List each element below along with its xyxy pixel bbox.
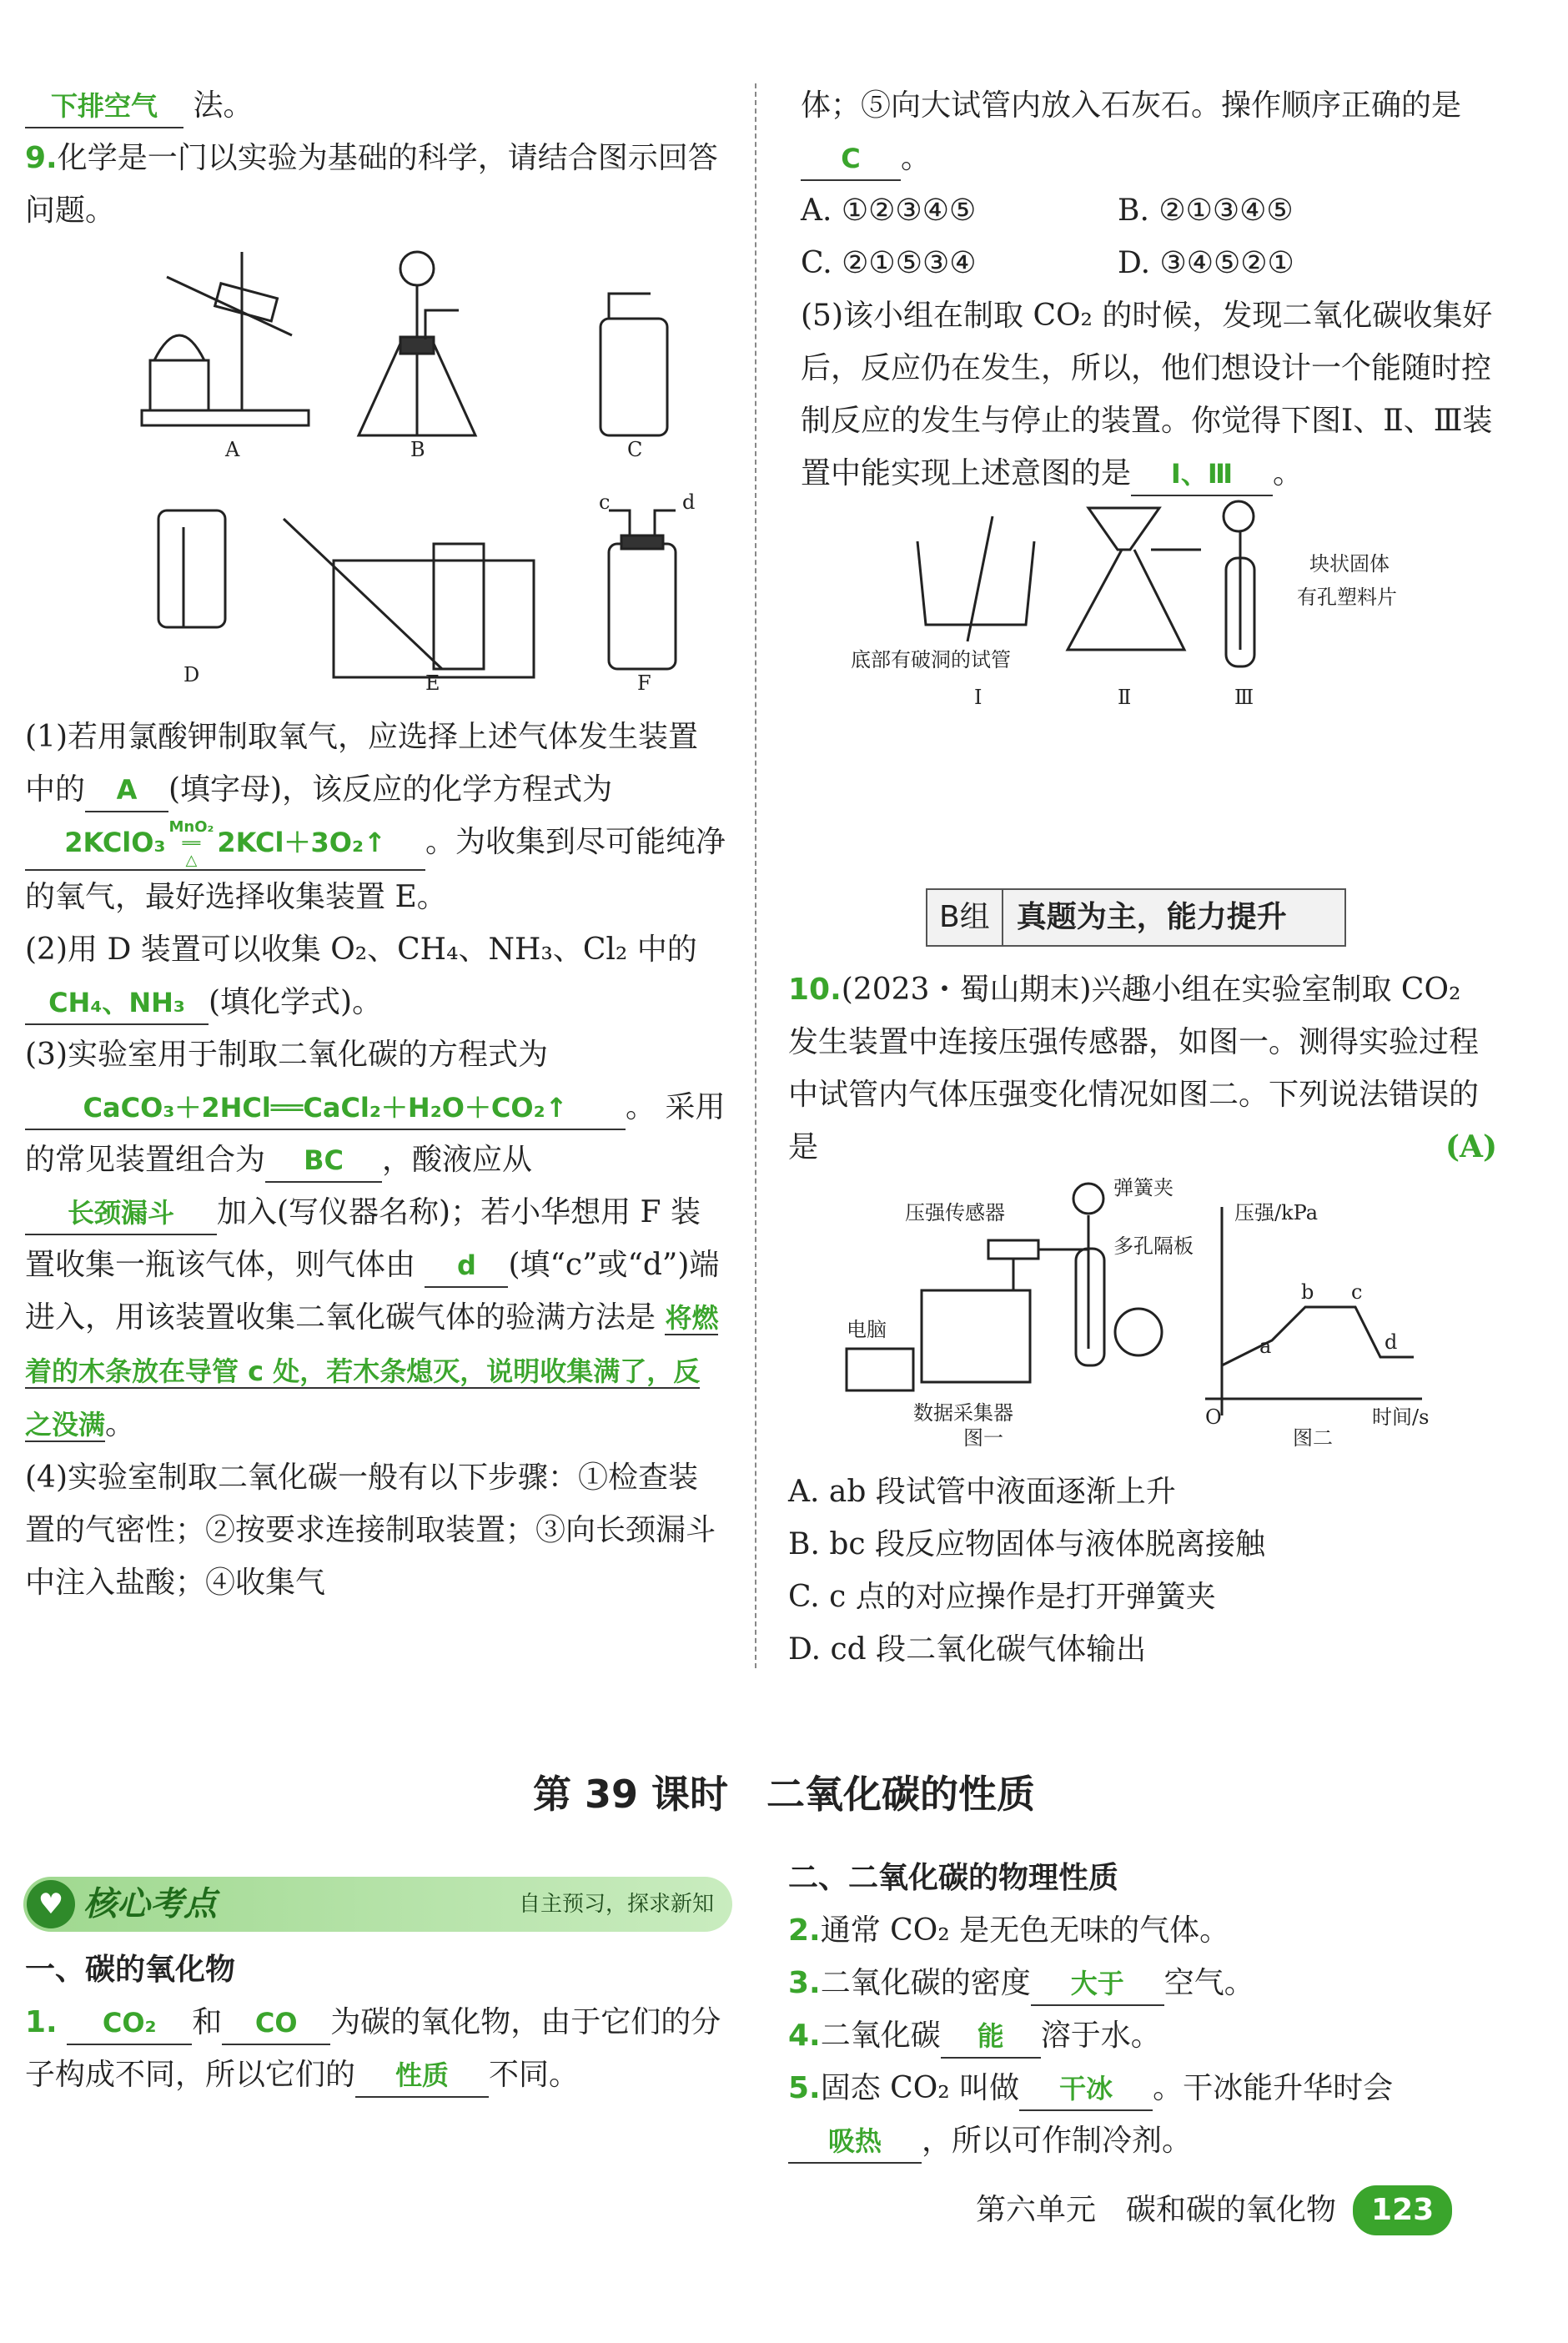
answer-blank: d	[425, 1244, 508, 1288]
bottom-left	[25, 1943, 726, 2101]
question-number: 1.	[25, 2005, 58, 2039]
text: 和	[192, 2005, 223, 2039]
core-title: 核心考点	[83, 1885, 217, 1923]
option-b: B. ②①③④⑤	[1118, 194, 1294, 228]
equation-blank: CaCO₃＋2HCl══CaCl₂＋H₂O＋CO₂↑	[25, 1087, 626, 1130]
label-d: d	[682, 490, 696, 514]
part-3	[25, 1028, 726, 1451]
left-column	[25, 79, 726, 1609]
control-apparatus-figure	[834, 500, 1485, 716]
answer-blank: CO₂	[67, 2002, 192, 2045]
option-a: A. ab 段试管中液面逐渐上升	[788, 1475, 1176, 1509]
group-tag: B组	[927, 890, 1003, 945]
answer-blank: Ⅰ、Ⅲ	[1131, 453, 1273, 496]
text: (填化学式)。	[209, 985, 383, 1019]
label-E: E	[425, 671, 440, 694]
label-B: B	[410, 438, 425, 461]
label-D: D	[183, 663, 200, 686]
text: (3)实验室用于制取二氧化碳的方程式为	[25, 1038, 548, 1072]
label-plastic-plate: 有孔塑料片	[1297, 586, 1397, 609]
label-solid: 块状固体	[1309, 552, 1390, 576]
text: 。	[105, 1407, 136, 1441]
section-heading: 二、二氧化碳的物理性质	[788, 1861, 1119, 1895]
eq-left: 2KClO₃	[64, 827, 166, 858]
line0	[25, 79, 726, 132]
question-number: 2.	[788, 1913, 821, 1948]
question-1	[25, 1996, 726, 2101]
answer-blank: 大于	[1031, 1963, 1164, 2006]
label-F: F	[637, 671, 651, 694]
answer-blank: 下排空气	[25, 85, 183, 128]
text: 采用的常见装置组合为	[25, 1090, 726, 1177]
label-time-axis: 时间/s	[1372, 1405, 1430, 1429]
question-number: 4.	[788, 2019, 821, 2053]
heart-icon: ♥	[27, 1880, 75, 1928]
answer-blank: C	[801, 138, 901, 181]
cond-bottom: △	[185, 852, 198, 869]
text: ，所以可作制冷剂。	[922, 2124, 1193, 2158]
label-fig2: 图二	[1293, 1426, 1333, 1449]
eq-right: 2KCl＋3O₂↑	[217, 827, 386, 858]
part-2	[25, 923, 726, 1028]
text: 。为收集到尽可能纯净的氧气，最好选择收集装置 E。	[25, 825, 726, 914]
page-footer	[976, 2185, 1452, 2235]
text: (填字母)，该反应的化学方程式为	[168, 772, 613, 807]
text: 。	[626, 1090, 656, 1124]
stand-base	[142, 410, 309, 425]
section-heading: 一、碳的氧化物	[25, 1953, 236, 1987]
text: 固态 CO₂ 叫做	[820, 2071, 1020, 2105]
core-points-banner	[23, 1877, 732, 1932]
unit-title: 第六单元 碳和碳的氧化物	[976, 2193, 1337, 2227]
core-subtitle: 自主预习，探求新知	[518, 1892, 714, 1917]
part-1	[25, 711, 726, 923]
option-b: B. bc 段反应物固体与液体脱离接触	[788, 1527, 1265, 1561]
question-stem: (2023・蜀山期末)兴趣小组在实验室制取 CO₂ 发生装置中连接压强传感器，如图一。测得实验过程中试管内气体压强变化情况如图二。下列说法错误的是	[788, 973, 1480, 1164]
question-2	[788, 1904, 1497, 1957]
text: (4)实验室制取二氧化碳一般有以下步骤：①检查装置的气密性；②按要求连接制取装置；③向长颈漏斗中注入盐酸；④收集气	[25, 1461, 716, 1600]
label-II: Ⅱ	[1118, 686, 1132, 709]
text: (5)该小组在制取 CO₂ 的时候，发现二氧化碳收集好后，反应仍在发生，所以，他们想设计一个能随时控制反应的发生与停止的装置。你觉得下图Ⅰ、Ⅱ、Ⅲ装置中能实现上述意图的是	[801, 299, 1493, 490]
text: 空气。	[1163, 1966, 1254, 2000]
column-divider	[755, 83, 756, 1668]
label-collector: 数据采集器	[913, 1401, 1013, 1425]
option-d: D. cd 段二氧化碳气体输出	[788, 1632, 1147, 1667]
label-I: Ⅰ	[974, 686, 983, 709]
text: 溶于水。	[1040, 2019, 1161, 2053]
question-number: 9.	[25, 141, 58, 175]
label-fig1: 图一	[963, 1426, 1003, 1449]
question-3	[788, 1957, 1497, 2009]
label-A: A	[225, 438, 240, 461]
answer-blank: 性质	[355, 2054, 489, 2098]
question-9	[25, 132, 726, 237]
label-III: Ⅲ	[1234, 686, 1254, 709]
question-4	[788, 2009, 1497, 2062]
group-text: 真题为主，能力提升	[1016, 900, 1287, 934]
answer-blank: BC	[265, 1139, 382, 1183]
text: (1)若用氯酸钾制取氧气，应选择上述气体发生装置中的	[25, 720, 698, 807]
question-number: 10.	[788, 973, 842, 1007]
apparatus-figure	[108, 244, 742, 694]
options	[801, 184, 1501, 237]
text: 为碳的氧化物，由于它们的分子构成不同，所以它们的	[25, 2005, 721, 2092]
part-5	[801, 289, 1501, 500]
answer-blank: CO	[222, 2002, 330, 2045]
label-c: c	[599, 490, 611, 514]
label-broken-tube: 底部有破洞的试管	[851, 648, 1011, 671]
eq-condition: MnO₂ ══ △	[168, 818, 214, 869]
text: ，酸液应从	[382, 1143, 533, 1177]
lesson-title: 第 39 课时 二氧化碳的性质	[532, 1772, 1036, 1817]
text: 。	[901, 141, 932, 175]
answer-blank: 吸热	[788, 2120, 922, 2164]
label-c: c	[1351, 1280, 1363, 1304]
part-4	[25, 1451, 726, 1609]
page-number: 123	[1353, 2185, 1452, 2235]
text: 二氧化碳	[820, 2019, 941, 2053]
group-b-banner	[926, 888, 1346, 947]
text: 通常 CO₂ 是无色无味的气体。	[820, 1913, 1230, 1948]
label-plate: 多孔隔板	[1113, 1234, 1194, 1258]
question-5	[788, 2062, 1497, 2167]
label-computer: 电脑	[847, 1318, 887, 1341]
pressure-figure	[838, 1174, 1522, 1449]
question-number: 5.	[788, 2071, 821, 2105]
label-a: a	[1259, 1335, 1272, 1358]
text: 。	[1273, 456, 1304, 490]
label-pressure-axis: 压强/kPa	[1234, 1201, 1319, 1224]
label-sensor: 压强传感器	[905, 1201, 1005, 1224]
question-number: 3.	[788, 1966, 821, 2000]
text: 体；⑤向大试管内放入石灰石。操作顺序正确的是	[801, 88, 1462, 123]
option-a: A. ①②③④⑤	[801, 194, 977, 228]
text: (填“c”或“d”)端进入，用该装置收集二氧化碳气体的验满方法是	[25, 1248, 720, 1335]
part-4-cont	[801, 79, 1501, 184]
text: 不同。	[489, 2058, 580, 2092]
text: 法。	[193, 88, 254, 123]
text: (2)用 D 装置可以收集 O₂、CH₄、NH₃、Cl₂ 中的	[25, 933, 697, 967]
right-column	[801, 79, 1501, 733]
answer-blank: 长颈漏斗	[25, 1192, 217, 1235]
label-clip: 弹簧夹	[1113, 1176, 1173, 1199]
answer-blank: A	[85, 769, 168, 812]
answer-blank: CH₄、NH₃	[25, 982, 209, 1025]
text: 二氧化碳的密度	[820, 1966, 1031, 2000]
option-c: C. c 点的对应操作是打开弹簧夹	[788, 1580, 1216, 1614]
question-stem: 化学是一门以实验为基础的科学，请结合图示回答问题。	[25, 141, 718, 228]
label-d: d	[1385, 1330, 1398, 1354]
bottom-right	[788, 1852, 1497, 2167]
answer-blank: 将燃着的木条放在导管 c 处，若木条熄灭，说明收集满了，反之没满	[25, 1302, 719, 1440]
equation-blank	[25, 819, 425, 871]
answer-letter: A	[1460, 1129, 1483, 1164]
cond-top: MnO₂	[168, 818, 214, 836]
answer-choice: (A)	[1445, 1129, 1497, 1164]
options-2	[801, 237, 1501, 289]
answer-blank: 干冰	[1019, 2068, 1153, 2111]
text: 。干冰能升华时会	[1153, 2071, 1394, 2105]
answer-blank: 能	[941, 2015, 1041, 2059]
text: 加入(写仪器名称)；若小华想用 F 装置收集一瓶该气体，则气体由	[25, 1195, 701, 1282]
option-c: C. ②①⑤③④	[801, 246, 977, 280]
option-d: D. ③④⑤②①	[1118, 246, 1294, 280]
label-C: C	[627, 438, 643, 461]
label-b: b	[1301, 1280, 1314, 1304]
label-origin: O	[1205, 1405, 1222, 1429]
question-10	[788, 963, 1497, 1676]
